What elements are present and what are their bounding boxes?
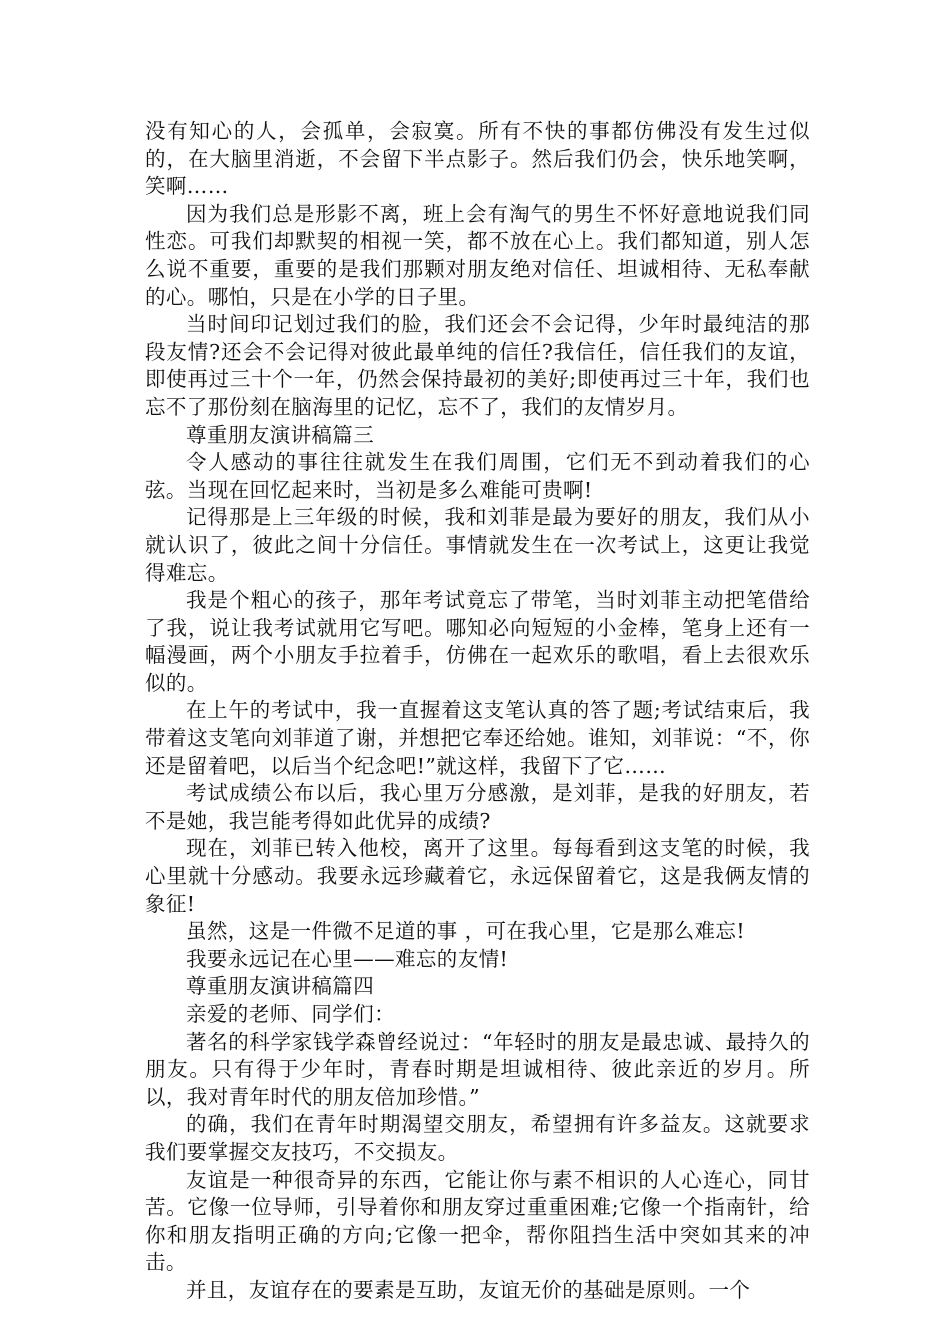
paragraph: 在上午的考试中，我一直握着这支笔认真的答了题;考试结束后，我带着这支笔向刘菲道了谢，并想把它奉还给她。谁知，刘菲说：“不，你还是留着吧，以后当个纪念吧!”就这样，我留下了它…… bbox=[145, 698, 810, 778]
section-heading: 尊重朋友演讲稿篇四 bbox=[186, 974, 375, 999]
paragraph: 并且，友谊存在的要素是互助，友谊无价的基础是原则。一个 bbox=[186, 1277, 751, 1302]
paragraph: 我是个粗心的孩子，那年考试竟忘了带笔，当时刘菲主动把笔借给了我，说让我考试就用它写吧。哪知必向短短的小金棒，笔身上还有一幅漫画，两个小朋友手拉着手，仿佛在一起欢乐的歌唱，看上去很欢乐似的。 bbox=[145, 588, 810, 695]
paragraph: 因为我们总是形影不离，班上会有淘气的男生不怀好意地说我们同性恋。可我们却默契的相视一笑，都不放在心上。我们都知道，别人怎么说不重要，重要的是我们那颗对朋友绝对信任、坦诚相待、无私奉献的心。哪怕，只是在小学的日子里。 bbox=[145, 201, 810, 309]
salutation: 亲爱的老师、同学们： bbox=[186, 1002, 395, 1026]
paragraph: 没有知心的人，会孤单，会寂寞。所有不快的事都仿佛没有发生过似的，在大脑里消逝，不会留下半点影子。然后我们仍会，快乐地笑啊，笑啊…… bbox=[145, 119, 810, 199]
paragraph: 我要永远记在心里——难忘的友情! bbox=[186, 946, 509, 971]
paragraph: 考试成绩公布以后，我心里万分感激，是刘菲，是我的好朋友，若不是她，我岂能考得如此优异的成绩? bbox=[145, 781, 810, 833]
paragraph: 当时间印记划过我们的脸，我们还会不会记得，少年时最纯洁的那段友情?还会不会记得对彼此最单纯的信任?我信任，信任我们的友谊，即使再过三十个一年，仍然会保持最初的美好;即使再过三十年，我们也忘不了那份刻在脑海里的记忆，忘不了，我们的友情岁月。 bbox=[145, 312, 810, 419]
paragraph: 著名的科学家钱学森曾经说过：“年轻时的朋友是最忠诚、最持久的朋友。只有得于少年时，青春时期是坦诚相待、彼此亲近的岁月。所以，我对青年时代的朋友倍加珍惜。” bbox=[145, 1029, 810, 1109]
paragraph: 虽然，这是一件微不足道的事 ，可在我心里，它是那么难忘! bbox=[186, 919, 745, 944]
paragraph: 令人感动的事往往就发生在我们周围，它们无不到动着我们的心弦。当现在回忆起来时，当初是多么难能可贵啊! bbox=[145, 450, 810, 502]
paragraph: 友谊是一种很奇异的东西，它能让你与素不相识的人心连心，同甘苦。它像一位导师，引导着你和朋友穿过重重困难;它像一个指南针，给你和朋友指明正确的方向;它像一把伞，帮你阻挡生活中突如其来的冲击。 bbox=[145, 1167, 810, 1275]
section-heading: 尊重朋友演讲稿篇三 bbox=[186, 422, 375, 447]
paragraph: 记得那是上三年级的时候，我和刘菲是最为要好的朋友，我们从小就认识了，彼此之间十分信任。事情就发生在一次考试上，这更让我觉得难忘。 bbox=[145, 505, 810, 585]
document-body bbox=[145, 118, 810, 1305]
paragraph: 的确，我们在青年时期渴望交朋友，希望拥有许多益友。这就要求我们要掌握交友技巧，不交损友。 bbox=[145, 1112, 810, 1164]
paragraph: 现在，刘菲已转入他校，离开了这里。每每看到这支笔的时候，我心里就十分感动。我要永远珍藏着它，永远保留着它，这是我俩友情的象征! bbox=[145, 836, 810, 916]
